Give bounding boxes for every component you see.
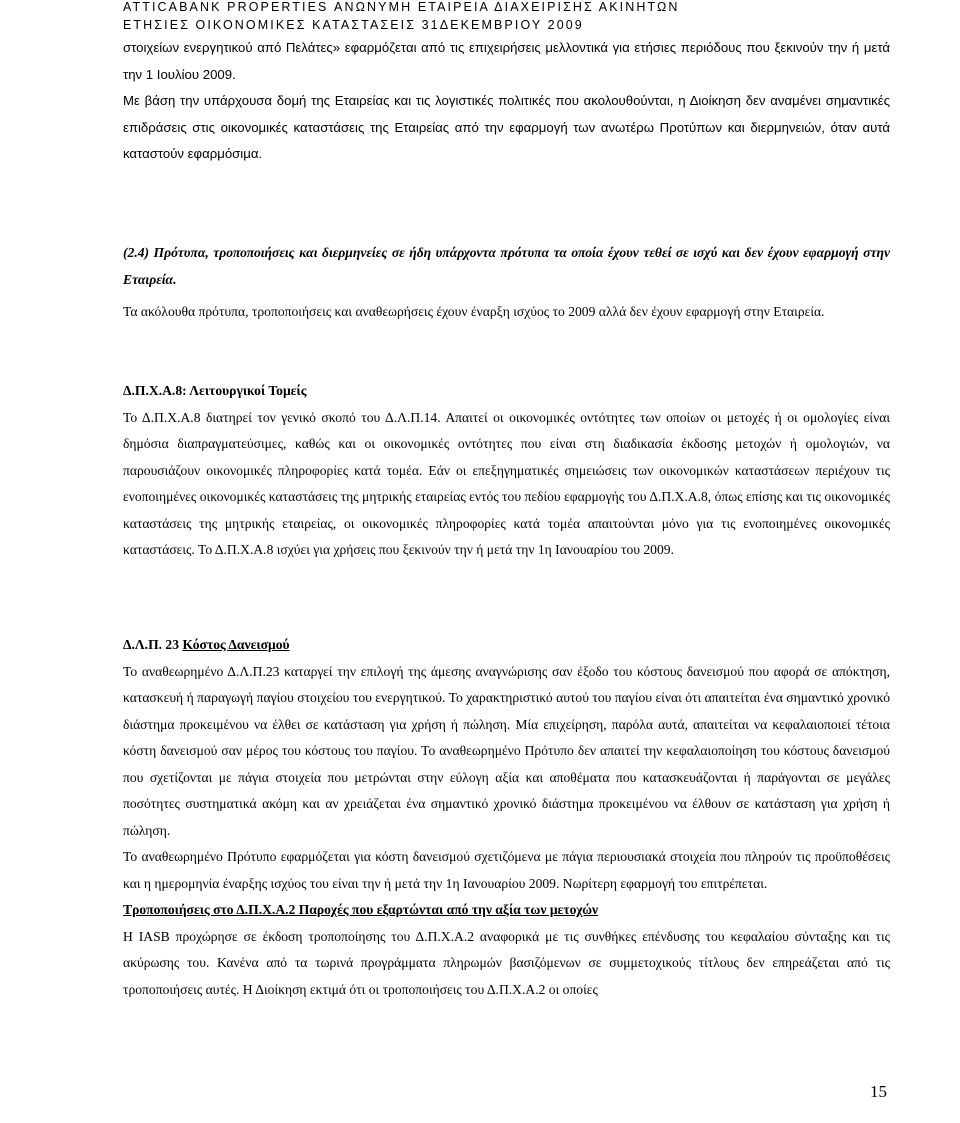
intro-paragraph-2: Με βάση την υπάρχουσα δομή της Εταιρείας και τις λογιστικές πολιτικές που ακολουθούνται, η Διοίκηση δεν αναμένει σημαντικές επιδράσεις στις οικονομικές καταστάσεις της Εταιρείας από την εφαρμογή των ανωτέρω Προτύπων και διερμηνειών, όταν αυτά καταστούν εφαρμόσιμα. — [123, 93, 890, 161]
dlp23-heading-prefix: Δ.Λ.Π. 23 — [123, 637, 183, 652]
dlp23-heading-underlined: Κόστος Δανεισμού — [182, 637, 290, 652]
dpxa8-section — [123, 378, 890, 564]
dpxa2-text: Η IASB προχώρησε σε έκδοση τροποποίησης του Δ.Π.Χ.Α.2 αναφορικά με τις συνθήκες επένδυσης του κεφαλαίου σύνταξης και τις ακύρωσης του. Κανένα από τα τωρινά προγράμματα πληρωμών βασιζόμενων σε συμμετοχικούς τίτλους δεν επηρεάζεται από τις τροποποιήσεις αυτές. Η Διοίκηση εκτιμά ότι οι τροποποιήσεις του Δ.Π.Χ.Α.2 οι οποίες — [123, 928, 890, 997]
dlp23-paragraph-2: Το αναθεωρημένο Πρότυπο εφαρμόζεται για κόστη δανεισμού σχετιζόμενα με πάγια περιουσιακά στοιχεία που πληρούν τις προϋποθέσεις και η ημερομηνία έναρξης ισχύος του είναι την ή μετά την 1η Ιανουαρίου 2009. Νωρίτερη εφαρμογή του επιτρέπεται. — [123, 849, 890, 891]
page-number: 15 — [870, 1082, 887, 1101]
dpxa2-heading: Τροποποιήσεις στο Δ.Π.Χ.Α.2 Παροχές που εξαρτώνται από την αξία των μετοχών — [123, 902, 599, 917]
intro-block — [123, 35, 890, 168]
intro-paragraph-1: στοιχείων ενεργητικού από Πελάτες» εφαρμόζεται από τις επιχειρήσεις μελλοντικά για ετήσιες περιόδους που ξεκινούν την ή μετά την 1 Ιουλίου 2009. — [123, 40, 890, 82]
dlp23-section — [123, 632, 890, 1003]
document-header-subtitle: ΕΤΗΣΙΕΣ ΟΙΚΟΝΟΜΙΚΕΣ ΚΑΤΑΣΤΑΣΕΙΣ 31ΔΕΚΕΜΒΡΙΟΥ 2009 — [123, 18, 584, 32]
dlp23-paragraph-1: Το αναθεωρημένο Δ.Λ.Π.23 καταργεί την επιλογή της άμεσης αναγνώρισης σαν έξοδο του κόστους δανεισμού που αφορά σε απόκτηση, κατασκευή ή παραγωγή παγίου στοιχείου του ενεργητικού. Το χαρακτηριστικό αυτού του παγίου είναι ότι απαιτείται ένα σημαντικό χρονικό διάστημα προκειμένου να έλθει σε κατάσταση για χρήση ή πώληση. Μία επιχείρηση, παρόλα αυτά, απαιτείται να κεφαλαιοποιεί τέτοια κόστη δανεισμού σαν μέρος του κόστους του παγίου. Το αναθεωρημένο Πρότυπο δεν απαιτεί την κεφαλαιοποίηση του κόστους δανεισμού που σχετίζονται με πάγια στοιχεία που μετρώνται στην εύλογη αξία και αποθέματα που κατασκευάζονται ή παράγονται σε μεγάλες ποσότητες συστηματικά ακόμη και αν χρειάζεται ένα σημαντικό χρονικό διάστημα προκειμένου να έλθουν σε κατάσταση για χρήση ή πώληση. — [123, 663, 890, 838]
section-2-4 — [123, 240, 890, 326]
section-2-4-intro: Τα ακόλουθα πρότυπα, τροποποιήσεις και αναθεωρήσεις έχουν έναρξη ισχύος το 2009 αλλά δεν έχουν εφαρμογή στην Εταιρεία. — [123, 304, 825, 319]
dlp23-heading — [123, 632, 890, 659]
dpxa8-heading: Δ.Π.Χ.Α.8: Λειτουργικοί Τομείς — [123, 383, 307, 398]
dpxa8-text: Το Δ.Π.Χ.Α.8 διατηρεί τον γενικό σκοπό του Δ.Λ.Π.14. Απαιτεί οι οικονομικές οντότητες των οποίων οι μετοχές ή οι ομολογίες είναι δημόσια διαπραγματεύσιμες, καθώς και οι οικονομικές οντότητες που είναι στη διαδικασία έκδοσης μετοχών ή ομολογιών, να παρουσιάζουν οικονομικές πληροφορίες κατά τομέα. Εάν οι επεξηγηματικές σημειώσεις των οικονομικών καταστάσεων περιέχουν τις ενοποιημένες οικονομικές καταστάσεις της μητρικής εταιρείας εντός του πεδίου εφαρμογής του Δ.Π.Χ.Α.8, όπως επίσης και τις οικονομικές καταστάσεις της μητρικής εταιρείας, οι οικονομικές πληροφορίες κατά τομέα απαιτούνται μόνο για τις ενοποιημένες οικονομικές καταστάσεις. Το Δ.Π.Χ.Α.8 ισχύει για χρήσεις που ξεκινούν την ή μετά την 1η Ιανουαρίου του 2009. — [123, 409, 890, 557]
section-2-4-heading: (2.4) Πρότυπα, τροποποιήσεις και διερμηνείες σε ήδη υπάρχοντα πρότυπα τα οποία έχουν τεθεί σε ισχύ και δεν έχουν εφαρμογή στην Εταιρεία. — [123, 245, 890, 287]
document-header-title: ATTICABANK PROPERTIES ΑΝΩΝΥΜΗ ΕΤΑΙΡΕΙΑ ΔΙΑΧΕΙΡΙΣΗΣ ΑΚΙΝΗΤΩΝ — [123, 0, 680, 14]
